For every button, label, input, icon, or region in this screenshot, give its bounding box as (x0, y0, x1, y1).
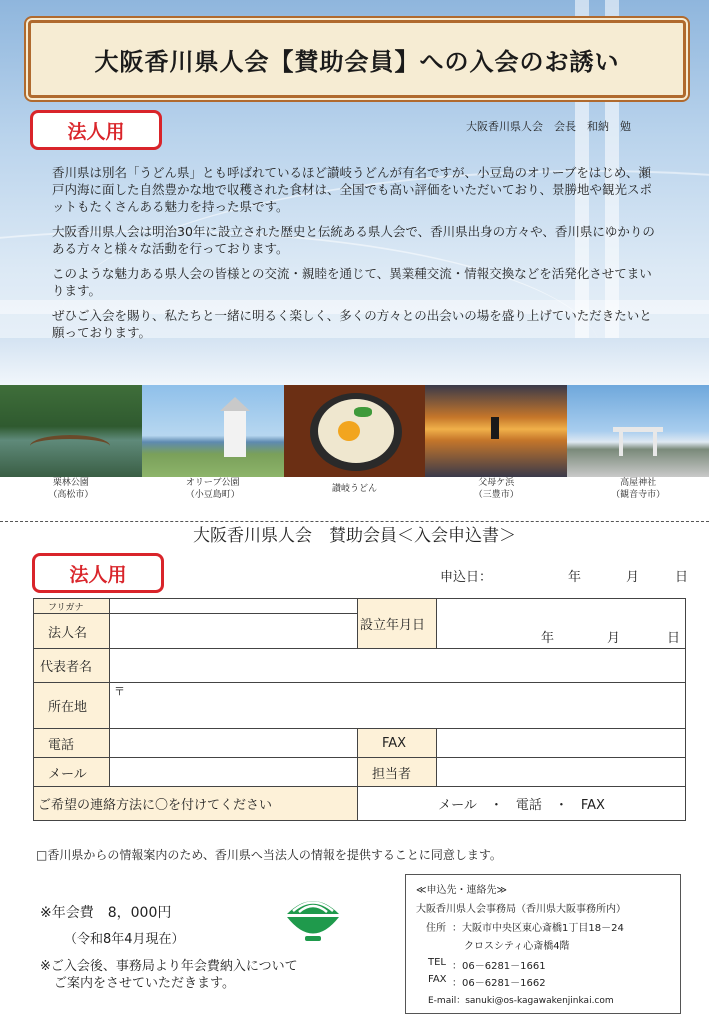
photo-captions (0, 477, 709, 501)
fax-label: FAX (358, 729, 437, 758)
application-date-label: 申込日： (440, 570, 493, 585)
udon-bowl-logo-icon (283, 884, 343, 946)
address-line: クロスシティ心斎橋4階 (464, 941, 570, 952)
tel-label: TEL (428, 957, 446, 968)
office-name: 大阪香川県人会事務局（香川県大阪事務所内） (416, 904, 626, 915)
intro-paragraph: 大阪香川県人会は明治30年に設立された歴史と伝統ある県人会で、香川県出身の方々や、香川県にゆかりのある方々と様々な活動を行っております。 (52, 224, 655, 256)
day-label: 日 (675, 570, 689, 585)
contact-box (405, 874, 681, 1014)
ritsurin-garden-photo (0, 385, 142, 477)
fee-date: （令和8年4月現在） (64, 932, 185, 947)
address-input[interactable]: 〒 (110, 683, 686, 729)
established-input[interactable]: 年 月 日 (437, 599, 686, 649)
corp-name-input[interactable] (110, 614, 358, 649)
contact-person-input[interactable] (437, 758, 686, 787)
intro-paragraph: ぜひご入会を賜り、私たちと一緒に明るく楽しく、多くの方々との出会いの場を盛り上げていただきたいと願っております。 (52, 308, 652, 340)
olive-park-photo (142, 385, 284, 477)
sanuki-udon-photo (284, 385, 426, 477)
address-label: 所在地 (34, 683, 110, 729)
fax-label: FAX (428, 974, 447, 985)
phone-label: 電話 (34, 729, 110, 758)
representative-label: 代表者名 (34, 649, 110, 683)
fee-note: ※ご入会後、事務局より年会費納入について ご案内をさせていただきます。 (40, 959, 298, 991)
email-address[interactable]: E-mail：sanuki@os-kagawakenjinkai.com (428, 996, 614, 1006)
intro-paragraph: このような魅力ある県人会の皆様との交流・親睦を通じて、異業種交流・情報交換などを活発化させてまいります。 (52, 266, 652, 298)
preferred-method-label: ご希望の連絡方法に〇を付けてください (34, 787, 358, 821)
address-line: ：大阪市中央区東心斎橋1丁目18－24 (452, 923, 624, 934)
intro-text (52, 164, 658, 349)
furigana-label: フリガナ (34, 599, 110, 614)
phone-input[interactable] (110, 729, 358, 758)
email-label: メール (34, 758, 110, 787)
tel-number: ：06－6281－1661 (452, 961, 546, 972)
photo-caption: 栗林公園 （高松市） (48, 478, 94, 500)
contact-heading: ≪申込先・連絡先≫ (416, 885, 507, 896)
page-title: 大阪香川県人会【賛助会員】への入会のお誘い (94, 46, 620, 76)
photo-caption: 父母ケ浜 （三豊市） (473, 478, 519, 500)
title-banner (28, 20, 686, 98)
corporate-badge: 法人用 (32, 553, 164, 593)
photo-caption: オリーブ公園 （小豆島町） (185, 478, 240, 500)
president-name: 大阪香川県人会 会長 和納 勉 (466, 120, 631, 133)
takaya-shrine-photo (567, 385, 709, 477)
address-label: 住所 (426, 923, 446, 934)
annual-fee: ※年会費 8，000円 (40, 905, 172, 921)
year-label: 年 (568, 570, 582, 585)
form-title: 大阪香川県人会 賛助会員＜入会申込書＞ (193, 526, 516, 546)
fax-input[interactable] (437, 729, 686, 758)
month-label: 月 (626, 570, 640, 585)
contact-person-label: 担当者 (358, 758, 437, 787)
corp-name-label: 法人名 (34, 614, 110, 649)
chichibugahama-photo (425, 385, 567, 477)
preferred-method-options[interactable]: メール ・ 電話 ・ FAX (358, 787, 686, 821)
furigana-input[interactable] (110, 599, 358, 614)
photo-strip (0, 385, 709, 477)
photo-caption: 讃岐うどん (331, 484, 377, 494)
email-input[interactable] (110, 758, 358, 787)
established-label: 設立年月日 (358, 599, 437, 649)
photo-caption: 高屋神社 （観音寺市） (611, 478, 666, 500)
consent-checkbox-text[interactable]: □香川県からの情報案内のため、香川県へ当法人の情報を提供することに同意します。 (36, 848, 502, 862)
representative-input[interactable] (110, 649, 686, 683)
corporate-badge: 法人用 (30, 110, 162, 150)
intro-paragraph: 香川県は別名「うどん県」とも呼ばれているほど讃岐うどんが有名ですが、小豆島のオリーブをはじめ、瀬戸内海に面した自然豊かな地で収穫された食材は、全国でも高い評価をいただいており、景勝地や観光スポットもたくさんある魅力を持った県です。 (52, 165, 653, 214)
application-form (33, 598, 686, 821)
fax-number: ：06－6281－1662 (452, 978, 546, 989)
